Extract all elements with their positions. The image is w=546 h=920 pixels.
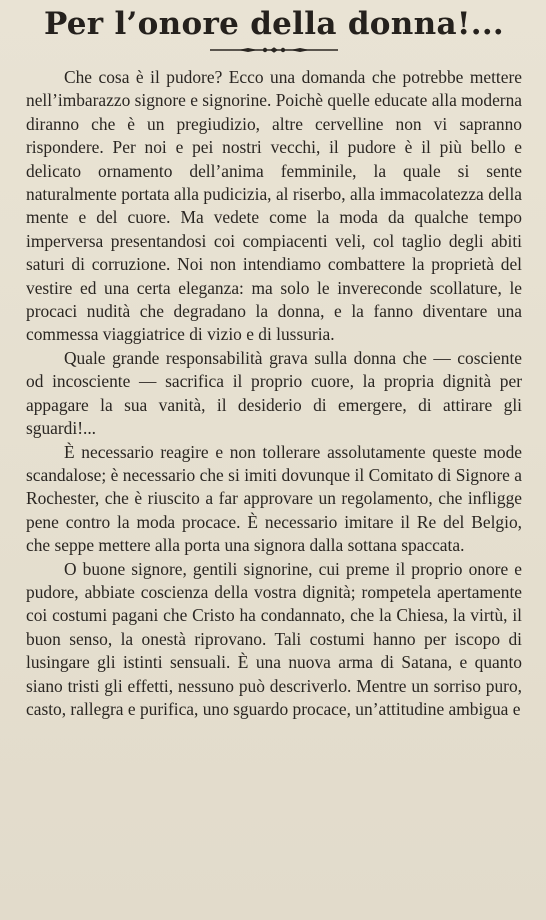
- paragraph-3: È necessario reagire e non tollerare assolutamente queste mode scandalose; è necessario che si imiti dovunque il Comitato di Signore a Rochester, che è riuscito a far approvare un regolamento, che infligge pene contro la moda procace. È necessario imitare il Re del Belgio, che seppe mettere alla porta una signora dalla sottana spaccata.: [26, 441, 522, 556]
- article-title: Per l’onore della donna!...: [43, 6, 505, 42]
- article-body: [26, 66, 522, 721]
- title-ornament-divider: [208, 46, 340, 54]
- paragraph-1: Che cosa è il pudore? Ecco una domanda che potrebbe mettere nell’imbarazzo signore e signorine. Poichè quelle educate alla moderna diranno che è un pregiudizio, altre cervelline non vi sapranno rispondere. Per noi e pei nostri vecchi, il pudore è il più bello e delicato ornamento dell’anima femminile, la quale si sente naturalmente portata alla pudicizia, al riserbo, alla immacolatezza della mente e del cuore. Ma vedete come la moda da qualche tempo imperversa presentandosi coi compiacenti veli, col taglio degli abiti saturi di corruzione. Noi non intendiamo combattere la proprietà del vestire ed una certa eleganza: ma solo le invereconde scollature, le procaci nudità che degradano la donna, e la fanno diventare una commessa viaggiatrice di vizio e di lussuria.: [26, 67, 522, 345]
- paragraph-2: Quale grande responsabilità grava sulla donna che — cosciente od incosciente — sacrifica il proprio cuore, la propria dignità per appagare la sua vanità, il desiderio di emergere, di attirare gli sguardi!...: [26, 347, 522, 439]
- paragraph-4: O buone signore, gentili signorine, cui preme il proprio onore e pudore, abbiate coscienza della vostra dignità; rompetela apertamente coi costumi pagani che Cristo ha condannato, che la Chiesa, la virtù, il buon senso, la onestà riprovano. Tali costumi hanno per iscopo di lusingare gli istinti sensuali. È una nuova arma di Satana, e quanto siano tristi gli effetti, nessuno può descriverlo. Mentre un sorriso puro, casto, rallegra e purifica, uno sguardo procace, un’attitudine ambigua e: [26, 558, 522, 719]
